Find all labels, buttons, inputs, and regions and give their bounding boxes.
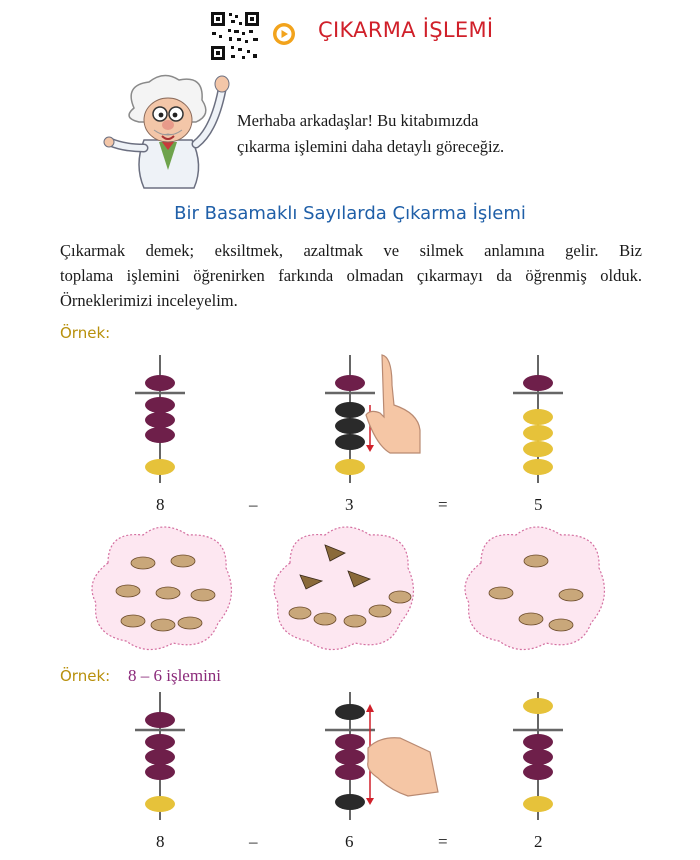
duck-cloud-3-flying bbox=[270, 523, 420, 653]
abacus-3-hand bbox=[320, 355, 430, 485]
example-2-equals: = bbox=[438, 832, 448, 851]
example-2-label: Örnek: bbox=[60, 667, 111, 685]
paragraph-line-3: Örneklerimizi inceleyelim. bbox=[60, 291, 238, 310]
example-1-minus: – bbox=[249, 495, 258, 514]
example-1-operand-a: 8 bbox=[156, 495, 165, 514]
example-2-result: 2 bbox=[534, 832, 543, 851]
example-1-operand-b: 3 bbox=[345, 495, 354, 514]
play-icon[interactable] bbox=[272, 22, 296, 46]
section-title: Bir Basamaklı Sayılarda Çıkarma İşlemi bbox=[174, 203, 526, 224]
professor-mascot bbox=[104, 70, 234, 192]
abacus-8-b bbox=[130, 692, 190, 822]
example-2-expression: 8 – 6 işlemini bbox=[128, 666, 222, 685]
duck-cloud-5 bbox=[461, 523, 611, 653]
qr-code-icon[interactable] bbox=[209, 10, 261, 62]
paragraph-line-1: Çıkarmak demek; eksiltmek, azaltmak ve silmek anlamına gelir. Biz bbox=[60, 241, 642, 260]
intro-line-1: Merhaba arkadaşlar! Bu kitabımızda bbox=[237, 111, 479, 130]
page-title: ÇIKARMA İŞLEMİ bbox=[318, 18, 494, 42]
explanation-paragraph bbox=[60, 238, 642, 313]
abacus-8 bbox=[130, 355, 190, 485]
example-2-operand-a: 8 bbox=[156, 832, 165, 851]
duck-cloud-8 bbox=[88, 523, 236, 653]
example-1-label: Örnek: bbox=[60, 324, 111, 342]
abacus-5 bbox=[508, 355, 568, 485]
example-2-minus: – bbox=[249, 832, 258, 851]
example-1-equals: = bbox=[438, 495, 448, 514]
intro-line-2: çıkarma işlemini daha detaylı göreceğiz. bbox=[237, 137, 505, 156]
example-1-result: 5 bbox=[534, 495, 543, 514]
example-2-operand-b: 6 bbox=[345, 832, 354, 851]
intro-text bbox=[237, 108, 504, 160]
paragraph-line-2: toplama işlemini öğrenirken farkında olmadan çıkarmayı da öğrenmiş olduk. bbox=[60, 266, 642, 285]
abacus-6-hand bbox=[320, 692, 440, 822]
abacus-2 bbox=[508, 692, 568, 822]
